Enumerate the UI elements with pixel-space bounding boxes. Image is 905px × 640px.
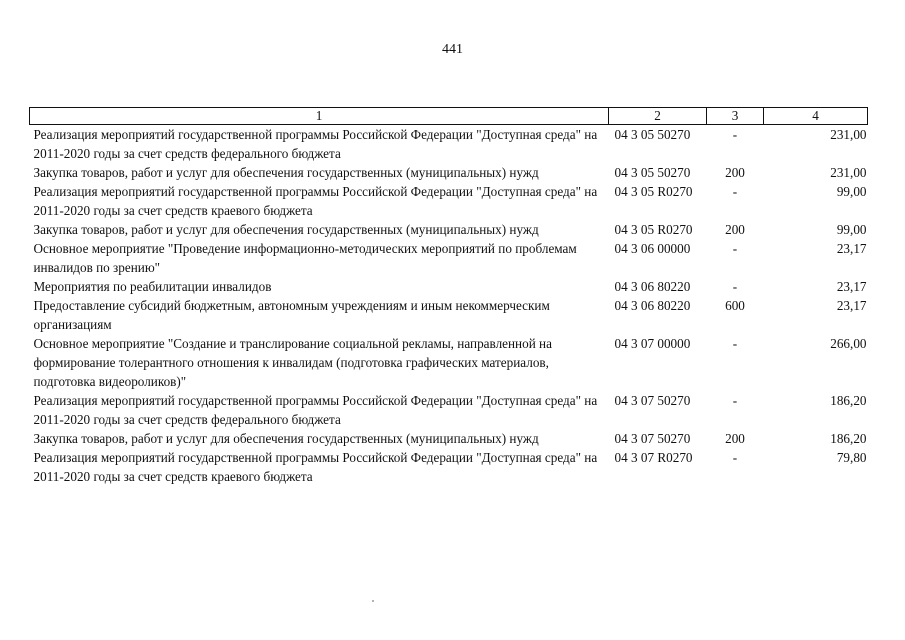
row-amount: 79,80 [836, 450, 867, 465]
table-row [30, 163, 868, 182]
row-name: Основное мероприятие "Проведение информационно-методических мероприятий по проблемам инвалидов по зрению" [33, 241, 577, 275]
row-code: 04 3 05 R0270 [614, 184, 693, 199]
row-name: Основное мероприятие "Создание и транслирование социальной рекламы, направленной на формирование толерантного отношения к инвалидам (подготовка графических материалов, подготовка видеороликов)" [33, 336, 552, 389]
row-amount: 186,20 [830, 431, 867, 446]
row-code: 04 3 05 50270 [614, 127, 691, 142]
row-amount: 231,00 [830, 165, 867, 180]
row-amount: 99,00 [836, 184, 867, 199]
row-code: 04 3 07 00000 [614, 336, 691, 351]
table-row [30, 182, 868, 220]
row-code: 04 3 06 80220 [614, 298, 691, 313]
header-row [30, 108, 868, 125]
row-type: - [732, 241, 738, 256]
row-type: - [732, 336, 738, 351]
row-name: Мероприятия по реабилитации инвалидов [33, 279, 272, 294]
row-type: 600 [725, 298, 745, 313]
row-type: - [732, 393, 738, 408]
row-type: - [732, 127, 738, 142]
row-amount: 266,00 [830, 336, 867, 351]
row-code: 04 3 07 50270 [614, 393, 691, 408]
row-amount: 186,20 [830, 393, 867, 408]
row-amount: 23,17 [836, 279, 867, 294]
table-row [30, 239, 868, 277]
row-name: Реализация мероприятий государственной программы Российской Федерации "Доступная среда" на 2011-2020 годы за счет средств федерального бюджета [33, 127, 598, 161]
page-number: 441 [442, 42, 463, 57]
row-type: - [732, 184, 738, 199]
row-type: 200 [725, 431, 745, 446]
budget-table [29, 107, 868, 486]
row-amount: 23,17 [836, 241, 867, 256]
row-code: 04 3 06 80220 [614, 279, 691, 294]
row-code: 04 3 07 50270 [614, 431, 691, 446]
table-row [30, 125, 868, 164]
row-type: - [732, 450, 738, 465]
table-header [30, 108, 868, 125]
row-name: Реализация мероприятий государственной программы Российской Федерации "Доступная среда" на 2011-2020 годы за счет средств федерального бюджета [33, 393, 598, 427]
table-row [30, 334, 868, 391]
row-name: Закупка товаров, работ и услуг для обеспечения государственных (муниципальных) нужд [33, 165, 539, 180]
header-col-1: 1 [30, 108, 609, 125]
row-name: Закупка товаров, работ и услуг для обеспечения государственных (муниципальных) нужд [33, 222, 539, 237]
row-type: 200 [725, 222, 745, 237]
row-name: Реализация мероприятий государственной программы Российской Федерации "Доступная среда" на 2011-2020 годы за счет средств краевого бюджета [33, 184, 598, 218]
row-code: 04 3 07 R0270 [614, 450, 693, 465]
row-type: - [732, 279, 738, 294]
row-code: 04 3 05 R0270 [614, 222, 693, 237]
row-name: Закупка товаров, работ и услуг для обеспечения государственных (муниципальных) нужд [33, 431, 539, 446]
scan-speck [372, 600, 374, 602]
row-name: Реализация мероприятий государственной программы Российской Федерации "Доступная среда" на 2011-2020 годы за счет средств краевого бюджета [33, 450, 598, 484]
table-row [30, 277, 868, 296]
row-code: 04 3 06 00000 [614, 241, 691, 256]
table-row [30, 296, 868, 334]
header-col-2: 2 [609, 108, 707, 125]
row-name: Предоставление субсидий бюджетным, автономным учреждениям и иным некоммерческим организациям [33, 298, 550, 332]
row-amount: 23,17 [836, 298, 867, 313]
row-type: 200 [725, 165, 745, 180]
table-body [30, 125, 868, 487]
table-row [30, 448, 868, 486]
row-amount: 99,00 [836, 222, 867, 237]
header-col-3: 3 [707, 108, 764, 125]
table-row [30, 220, 868, 239]
table-row [30, 391, 868, 429]
row-code: 04 3 05 50270 [614, 165, 691, 180]
header-col-4: 4 [764, 108, 868, 125]
row-amount: 231,00 [830, 127, 867, 142]
table-row [30, 429, 868, 448]
